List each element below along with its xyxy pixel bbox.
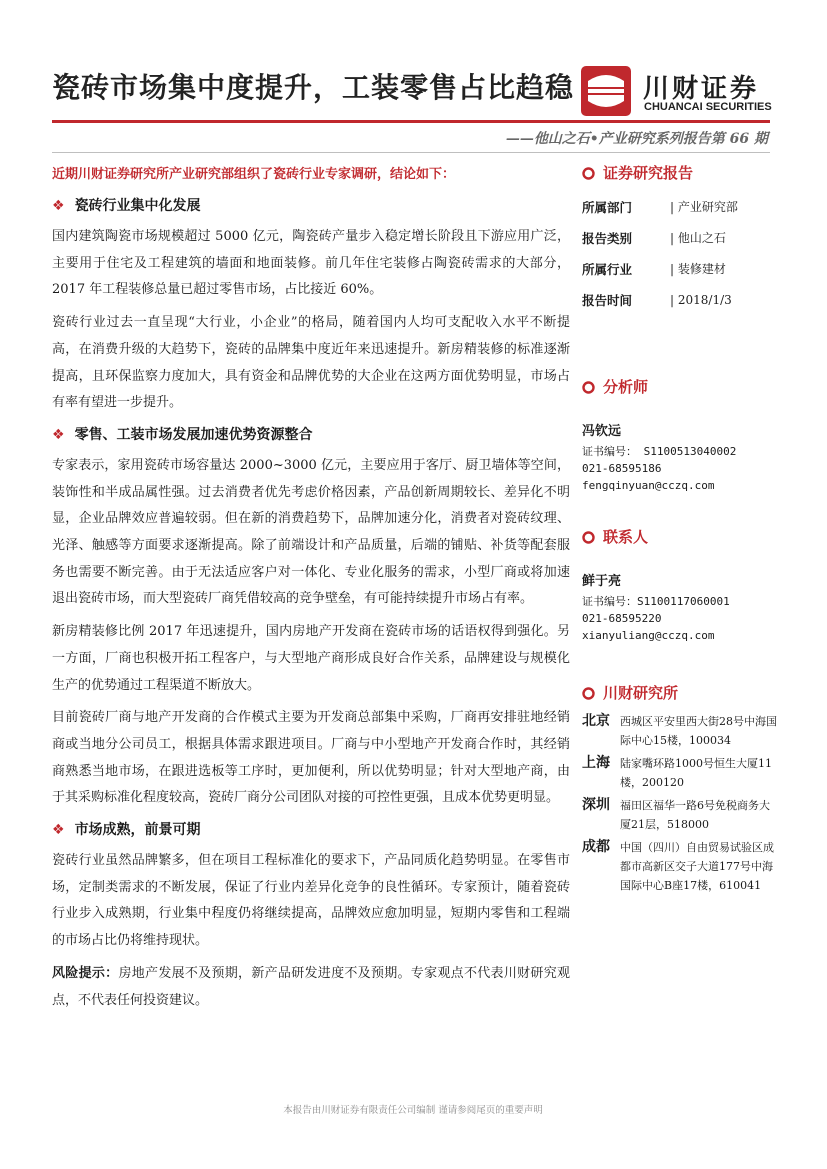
contact-heading: 联系人: [582, 524, 782, 550]
office-shanghai: 上海 陆家嘴环路1000号恒生大厦11楼，200120: [582, 755, 772, 789]
contact-cert: 证书编号：S1100117060001: [582, 595, 730, 608]
diamond-bullet-icon: ❖: [52, 822, 65, 839]
series-subtitle: ——他山之石•产业研究系列报告第 66 期: [505, 131, 768, 147]
footer-disclaimer: 本报告由川财证券有限责任公司编制 谨请参阅尾页的重要声明: [283, 1105, 543, 1116]
diamond-bullet-icon: ❖: [52, 426, 65, 443]
section-heading: ❖ 零售、工装市场发展加速优势资源整合: [52, 426, 313, 443]
circle-bullet-icon: [582, 167, 595, 180]
section-heading: ❖ 市场成熟，前景可期: [52, 822, 201, 839]
office-beijing: 北京 西城区平安里西大街28号中海国际中心15楼，100034: [582, 713, 777, 747]
report-info-heading: 证券研究报告: [582, 160, 782, 186]
paragraph: 国内建筑陶瓷市场规模超过 5000 亿元，陶瓷砖产量步入稳定增长阶段且下游应用广泛，主要用于住宅及工程建筑的墙面和地面装修。前几年住宅装修占陶瓷砖需求的大部分，2017 年工程装修总量已超过零售市场，占比接近 60%。: [52, 229, 570, 298]
circle-bullet-icon: [582, 381, 595, 394]
contact-phone: 021-68595220: [582, 612, 662, 625]
paragraph: 目前瓷砖厂商与地产开发商的合作模式主要为开发商总部集中采购，厂商再安排驻地经销商或当地分公司员工，根据具体需求跟进项目。厂商与中小型地产开发商合作时，其经销商熟悉当地市场，在跟进选板等工序时，更加便利，所以优势明显；针对大型地产商，由于其采购标准化程度较高，瓷砖厂商分公司团队对接的可控性更强，且成本优势更明显。: [52, 710, 570, 806]
analyst-email[interactable]: fengqinyuan@cczq.com: [582, 479, 715, 492]
header-divider: [52, 120, 770, 123]
company-logo: [581, 66, 771, 118]
contact-name: 鲜于亮: [582, 574, 622, 589]
circle-bullet-icon: [582, 531, 595, 544]
paragraph: 新房精装修比例 2017 年迅速提升，国内房地产开发商在瓷砖市场的话语权得到强化。另一方面，厂商也积极开拓工程客户，与大型地产商形成良好合作关系，品牌建设与规模化生产的优势通过工程渠道不断放大。: [52, 624, 570, 693]
risk-warning: [52, 961, 570, 1014]
meta-row-department: 所属部门 | 产业研究部: [582, 200, 738, 215]
analyst-phone: 021-68595186: [582, 462, 662, 475]
paragraph: 专家表示，家用瓷砖市场容量达 2000~3000 亿元，主要应用于客厅、厨卫墙体等空间，装饰性和半成品属性强。过去消费者优先考虑价格因素，产品创新周期较长、差异化不明显，企业品牌效应普遍较弱。但在新的消费趋势下，品牌加速分化，消费者对瓷砖纹理、光泽、触感等方面要求逐渐提高。除了前端设计和产品质量，后端的铺贴、补货等配套服务也需要不断完善。由于无法适应客户对一体化、专业化服务的需求，小型厂商或将加速退出瓷砖市场，而大型瓷砖厂商凭借较高的竞争壁垒，有可能持续提升市场占有率。: [52, 457, 570, 607]
meta-row-industry: 所属行业 | 装修建材: [582, 262, 726, 277]
meta-row-date: 报告时间 | 2018/1/3: [582, 293, 732, 308]
risk-text: 房地产发展不及预期，新产品研发进度不及预期。专家观点不代表川财研究观点，不代表任何投资建议。: [52, 965, 570, 1008]
main-content: [52, 160, 570, 1020]
intro-text: 近期川财证券研究所产业研究部组织了瓷砖行业专家调研，结论如下：: [52, 167, 456, 182]
meta-row-category: 报告类别 | 他山之石: [582, 231, 726, 246]
paragraph: 瓷砖行业虽然品牌繁多，但在项目工程标准化的要求下，产品同质化趋势明显。在零售市场，定制类需求的不断发展，保证了行业内差异化竞争的良性循环。专家预计，随着瓷砖行业步入成熟期，行业集中程度仍将继续提高，品牌效应愈加明显，短期内零售和工程端的市场占比仍将维持现状。: [52, 853, 570, 949]
page-title: 瓷砖市场集中度提升，工装零售占比趋稳: [52, 71, 575, 104]
logo-text-en: CHUANCAI SECURITIES: [644, 101, 772, 113]
section-heading: ❖ 瓷砖行业集中化发展: [52, 198, 201, 214]
office-shenzhen: 深圳 福田区福华一路6号免税商务大厦21层，518000: [582, 797, 770, 831]
logo-mark-icon: [581, 66, 631, 116]
contact-email[interactable]: xianyuliang@cczq.com: [582, 629, 715, 642]
subtitle-divider: [52, 152, 770, 153]
diamond-bullet-icon: ❖: [52, 198, 65, 214]
sidebar: [582, 160, 782, 895]
analyst-heading: 分析师: [582, 374, 782, 400]
circle-bullet-icon: [582, 687, 595, 700]
analyst-name: 冯钦远: [582, 424, 622, 439]
analyst-cert: 证书编号： S1100513040002: [582, 445, 737, 458]
logo-text-cn: 川财证券: [643, 74, 760, 104]
institute-heading: 川财研究所: [582, 680, 782, 706]
risk-label: 风险提示：: [52, 965, 119, 981]
office-chengdu: 成都 中国（四川）自由贸易试验区成都市高新区交子大道177号中海国际中心B座17楼，610041: [582, 839, 774, 892]
paragraph: 瓷砖行业过去一直呈现“大行业，小企业”的格局，随着国内人均可支配收入水平不断提高，在消费升级的大趋势下，瓷砖的品牌集中度近年来迅速提升。新房精装修的标准逐渐提高，且环保监察力度加大，具有资金和品牌优势的大企业在这两方面优势明显，市场占有率有望进一步提升。: [52, 315, 570, 411]
